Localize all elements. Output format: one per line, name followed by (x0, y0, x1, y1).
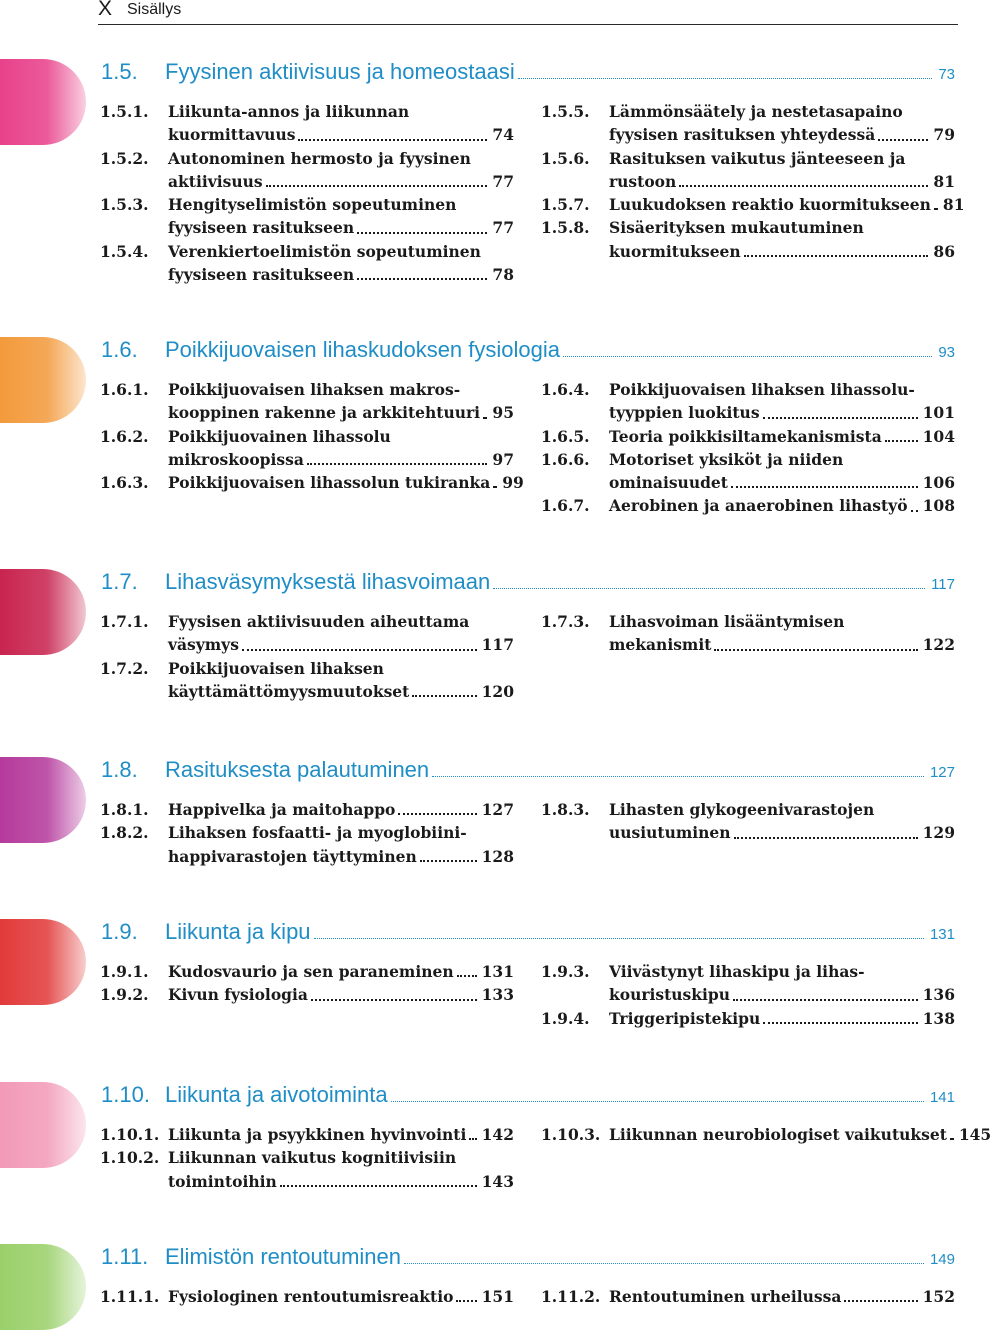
entry-last-line (609, 170, 955, 193)
entry-title-line: Hengityselimistön sopeutuminen (168, 195, 457, 215)
entry-title-line: Poikkijuovaisen lihassolun tukiranka (168, 473, 491, 493)
entry-title-line: fyysiseen rasitukseen (168, 218, 355, 238)
dot-leader (469, 1123, 476, 1140)
entry-title-line: fyysisen rasituksen yhteydessä (609, 125, 876, 145)
entry-last-line (168, 960, 514, 983)
entry-page-number: 129 (922, 823, 955, 843)
entry-body (168, 821, 514, 868)
entry-number: 1.7.1. (100, 612, 149, 631)
section-title: Liikunta ja kipu (165, 919, 311, 944)
entry-page-number: 131 (481, 962, 514, 981)
dot-leader (307, 448, 488, 465)
entry-last-line (168, 263, 514, 286)
toc-entry[interactable] (541, 494, 955, 517)
dot-leader (563, 356, 932, 357)
entry-page-number: 86 (933, 241, 955, 261)
toc-entry[interactable] (100, 471, 524, 494)
entry-page-number: 77 (492, 171, 514, 191)
section-heading[interactable] (101, 915, 955, 945)
section-title: Rasituksesta palautuminen (165, 757, 430, 782)
entry-page-number: 128 (481, 846, 514, 866)
entry-number: 1.11.1. (100, 1287, 160, 1306)
entry-number: 1.5.2. (100, 148, 149, 168)
entry-body (168, 1146, 514, 1193)
left-column (100, 610, 514, 703)
entry-body (609, 798, 955, 845)
entry-title-line: Viivästynyt lihaskipu ja lihas- (609, 962, 865, 981)
entry-page-number: 142 (481, 1125, 514, 1144)
color-tab (0, 569, 86, 655)
entry-title-line: Teoria poikkisiltamekanismista (609, 426, 882, 446)
section-page-number: 149 (929, 1251, 955, 1268)
entry-number: 1.5.1. (100, 102, 149, 121)
close-icon[interactable]: X (98, 0, 113, 20)
section-title: Fyysinen aktiivisuus ja homeostaasi (165, 59, 515, 84)
dot-leader (763, 1007, 917, 1024)
entry-number: 1.6.7. (541, 496, 590, 516)
entry-title-line: toimintoihin (168, 1171, 277, 1191)
entry-number: 1.5.8. (541, 218, 590, 238)
dot-leader (242, 633, 477, 650)
entry-body (609, 193, 964, 216)
entry-title-line: Liikunta-annos ja liikunnan (168, 102, 410, 121)
entry-title-line: happivarastojen täyttyminen (168, 846, 417, 866)
entry-title-line: Motoriset yksiköt ja niiden (609, 449, 844, 469)
entry-page-number: 97 (492, 449, 514, 469)
dot-leader (934, 193, 938, 210)
dot-leader (518, 78, 933, 79)
toc-entry[interactable] (100, 821, 514, 868)
entry-title-line: kuormittavuus (168, 125, 296, 145)
dot-leader (432, 776, 924, 777)
entry-title-line: rustoon (609, 171, 677, 191)
entry-body (609, 100, 955, 147)
entry-title-line: aktiivisuus (168, 171, 263, 191)
toc-entry[interactable] (541, 1285, 955, 1308)
toc-entry[interactable] (541, 798, 955, 845)
section-heading[interactable] (101, 1240, 955, 1270)
dot-leader (734, 821, 918, 838)
entry-page-number: 104 (922, 426, 955, 446)
dot-leader (298, 123, 487, 140)
entry-title-line: tyyppien luokitus (609, 403, 760, 423)
entry-body (168, 425, 514, 472)
entry-last-line (168, 471, 524, 494)
entry-body (609, 448, 955, 495)
toc-entry[interactable] (100, 147, 514, 194)
entry-last-line (168, 216, 514, 239)
dot-leader (398, 798, 476, 815)
section-number: 1.11. (101, 1244, 149, 1269)
entry-body (168, 960, 514, 983)
toc-entry[interactable] (100, 1146, 514, 1193)
entry-title-line: Fyysisen aktiivisuuden aiheuttama (168, 612, 470, 631)
entry-title-line: Triggeripistekipu (609, 1008, 761, 1028)
entry-page-number: 106 (922, 473, 955, 493)
entry-page-number: 138 (922, 1008, 955, 1028)
dot-leader (280, 1170, 477, 1187)
toc-entry[interactable] (100, 657, 514, 704)
entry-number: 1.6.5. (541, 426, 590, 446)
section-title: Elimistön rentoutuminen (165, 1244, 402, 1269)
toc-entry[interactable] (541, 425, 955, 448)
entry-last-line (609, 123, 955, 146)
entry-title-line: Sisäerityksen mukautuminen (609, 218, 864, 238)
color-tab (0, 337, 86, 423)
entry-title-line: Liikunnan neurobiologiset vaikutukset (609, 1125, 947, 1144)
entry-last-line (609, 494, 955, 517)
entry-body (168, 378, 514, 425)
entry-title-line: Lämmönsäätely ja nestetasapaino (609, 102, 903, 121)
entry-last-line (168, 680, 514, 703)
entry-title-line: Poikkijuovaisen lihaksen (168, 658, 384, 678)
entry-number: 1.7.3. (541, 612, 590, 631)
entry-body (609, 610, 955, 657)
toc-entry[interactable] (541, 1123, 991, 1146)
entry-last-line (168, 170, 514, 193)
entry-body (168, 1123, 514, 1146)
entry-title-line: Happivelka ja maitohappo (168, 800, 396, 819)
dot-leader (844, 1285, 917, 1302)
right-column (541, 798, 955, 845)
entry-number: 1.5.3. (100, 195, 149, 215)
entry-number: 1.9.1. (100, 962, 149, 981)
dot-leader (266, 170, 488, 187)
entry-body (168, 100, 514, 147)
entry-last-line (609, 983, 955, 1006)
toc-entry[interactable] (100, 960, 514, 983)
toc-entry[interactable] (100, 425, 514, 472)
section-page-number: 141 (929, 1089, 955, 1106)
dot-leader (679, 170, 928, 187)
entry-title-line: käyttämättömyysmuutokset (168, 681, 410, 701)
section-title: Liikunta ja aivotoiminta (165, 1082, 388, 1107)
entry-page-number: 120 (481, 681, 514, 701)
right-column (541, 960, 955, 1030)
toc-entry[interactable] (541, 960, 955, 1007)
entry-title-line: Rentoutuminen urheilussa (609, 1287, 842, 1306)
color-tab (0, 1244, 86, 1330)
toc-entry[interactable] (541, 610, 955, 657)
entry-page-number: 145 (958, 1125, 991, 1144)
entry-body (609, 378, 955, 425)
entry-body (609, 147, 955, 194)
entry-number: 1.6.1. (100, 380, 149, 399)
toc-entry[interactable] (100, 193, 514, 240)
entry-last-line (168, 1285, 514, 1308)
entry-title-line: Liikunnan vaikutus kognitiivisiin (168, 1148, 457, 1168)
entry-number: 1.5.6. (541, 148, 590, 168)
entry-number: 1.5.5. (541, 102, 590, 121)
dot-leader (714, 633, 917, 650)
entry-number: 1.10.3. (541, 1125, 601, 1144)
entry-title-line: kuormitukseen (609, 241, 741, 261)
section-title: Poikkijuovaisen lihaskudoksen fysiologia (165, 337, 561, 362)
left-column (100, 1285, 514, 1308)
right-column (541, 610, 955, 657)
section-heading[interactable] (101, 565, 955, 595)
entry-body (609, 216, 955, 263)
right-column (541, 1285, 955, 1308)
section-page-number: 93 (938, 344, 955, 361)
entry-title-line: Poikkijuovaisen lihaksen lihassolu- (609, 380, 915, 399)
entry-title-line: väsymys (168, 635, 239, 655)
entry-page-number: 108 (922, 496, 955, 516)
toc-entry[interactable] (100, 1285, 514, 1308)
entry-title-line: Fysiologinen rentoutumisreaktio (168, 1287, 454, 1306)
dot-leader (483, 401, 487, 418)
left-column (100, 960, 514, 1007)
entry-number: 1.6.3. (100, 473, 149, 493)
entry-title-line: Luukudoksen reaktio kuormitukseen (609, 195, 931, 215)
entry-page-number: 101 (922, 403, 955, 423)
entry-number: 1.10.2. (100, 1148, 160, 1168)
entry-body (609, 425, 955, 448)
dot-leader (456, 1285, 476, 1302)
dot-leader (314, 938, 924, 939)
entry-last-line (168, 448, 514, 471)
entry-title-line: Rasituksen vaikutus jänteeseen ja (609, 148, 906, 168)
entry-last-line (168, 1123, 514, 1146)
entry-page-number: 133 (481, 985, 514, 1005)
entry-body (168, 983, 514, 1006)
entry-title-line: kouristuskipu (609, 985, 731, 1005)
dot-leader (878, 123, 928, 140)
dot-leader (457, 960, 477, 977)
entry-title-line: Poikkijuovainen lihassolu (168, 426, 391, 446)
section-page-number: 131 (929, 926, 955, 943)
section-title: Lihasväsymyksestä lihasvoimaan (165, 569, 491, 594)
entry-number: 1.6.2. (100, 426, 149, 446)
toc-entry[interactable] (541, 448, 955, 495)
entry-page-number: 81 (942, 195, 965, 215)
entry-title-line: Lihasvoiman lisääntymisen (609, 612, 845, 631)
entry-last-line (609, 633, 955, 656)
entry-title-line: Kudosvaurio ja sen paraneminen (168, 962, 454, 981)
dot-leader (311, 983, 477, 1000)
entry-page-number: 143 (481, 1171, 514, 1191)
entry-title-line: Kivun fysiologia (168, 985, 308, 1005)
entry-page-number: 78 (492, 265, 514, 285)
entry-number: 1.9.3. (541, 962, 590, 981)
entry-body (609, 1007, 955, 1030)
right-column (541, 378, 955, 518)
toc-entry[interactable] (100, 378, 514, 425)
entry-number: 1.8.3. (541, 800, 590, 819)
color-tab (0, 757, 86, 843)
entry-last-line (168, 123, 514, 146)
dot-leader (733, 983, 918, 1000)
entry-last-line (609, 821, 955, 844)
entry-body (168, 1285, 514, 1308)
entry-number: 1.5.4. (100, 241, 149, 261)
section-number: 1.10. (101, 1082, 150, 1107)
entry-title-line: Verenkiertoelimistön sopeutuminen (168, 241, 481, 261)
entry-page-number: 127 (481, 800, 514, 819)
dot-leader (911, 494, 918, 511)
entry-body (168, 147, 514, 194)
entry-title-line: Aerobinen ja anaerobinen lihastyö (609, 496, 908, 516)
entry-last-line (168, 633, 514, 656)
entry-page-number: 77 (492, 218, 514, 238)
entry-last-line (609, 401, 955, 424)
toc-entry[interactable] (100, 983, 514, 1006)
entry-page-number: 79 (933, 125, 955, 145)
entry-last-line (168, 1170, 514, 1193)
entry-page-number: 81 (933, 171, 955, 191)
entry-number: 1.7.2. (100, 658, 149, 678)
entry-number: 1.11.2. (541, 1287, 601, 1306)
entry-title-line: Lihasten glykogeenivarastojen (609, 800, 875, 819)
toc-entry[interactable] (100, 798, 514, 821)
section-heading[interactable] (101, 333, 955, 363)
entry-number: 1.6.4. (541, 380, 590, 399)
entry-last-line (168, 845, 514, 868)
dot-leader (412, 680, 476, 697)
entry-title-line: ominaisuudet (609, 473, 728, 493)
entry-body (168, 798, 514, 821)
section-number: 1.5. (101, 59, 138, 84)
entry-page-number: 117 (481, 635, 514, 655)
entry-body (168, 657, 514, 704)
entry-body (609, 1123, 991, 1146)
entry-body (609, 494, 955, 517)
toc-entry[interactable] (541, 100, 955, 147)
color-tab (0, 919, 86, 1005)
dot-leader (763, 401, 918, 418)
entry-page-number: 74 (492, 125, 514, 145)
right-column (541, 100, 965, 263)
dot-leader (357, 216, 487, 233)
section-heading[interactable] (101, 753, 955, 783)
entry-last-line (609, 425, 955, 448)
dot-leader (950, 1123, 954, 1140)
entry-body (168, 471, 524, 494)
dot-leader (885, 425, 918, 442)
dot-leader (420, 845, 477, 862)
entry-title-line: mikroskoopissa (168, 449, 304, 469)
entry-title-line: fyysiseen rasitukseen (168, 265, 355, 285)
entry-number: 1.6.6. (541, 449, 590, 469)
dot-leader (391, 1101, 924, 1102)
entry-page-number: 152 (922, 1287, 955, 1306)
section-number: 1.7. (101, 569, 138, 594)
toc-entry[interactable] (541, 216, 955, 263)
entry-body (609, 960, 955, 1007)
section-number: 1.9. (101, 919, 138, 944)
toc-entry[interactable] (100, 100, 514, 147)
entry-title-line: Autonominen hermosto ja fyysinen (168, 148, 471, 168)
entry-body (168, 193, 514, 240)
entry-title-line: Lihaksen fosfaatti- ja myoglobiini- (168, 823, 467, 843)
dot-leader (731, 471, 918, 488)
entry-number: 1.9.4. (541, 1008, 590, 1028)
entry-number: 1.9.2. (100, 985, 149, 1005)
entry-last-line (168, 798, 514, 821)
entry-body (168, 610, 514, 657)
entry-number: 1.8.2. (100, 823, 149, 843)
entry-title-line: Poikkijuovaisen lihaksen makros- (168, 380, 461, 399)
toc-entry[interactable] (541, 147, 955, 194)
toc-entry[interactable] (541, 378, 955, 425)
entry-page-number: 122 (922, 635, 955, 655)
section-heading[interactable] (101, 55, 955, 85)
color-tab (0, 59, 86, 145)
entry-last-line (609, 193, 964, 216)
entry-page-number: 95 (492, 403, 514, 423)
section-number: 1.6. (101, 337, 138, 362)
left-column (100, 100, 514, 286)
entry-last-line (609, 240, 955, 263)
section-page-number: 73 (938, 66, 955, 83)
toc-entry[interactable] (100, 240, 514, 287)
entry-last-line (168, 401, 514, 424)
dot-leader (493, 588, 925, 589)
entry-number: 1.10.1. (100, 1125, 160, 1144)
entry-page-number: 99 (502, 473, 524, 493)
toc-entry[interactable] (100, 610, 514, 657)
entry-last-line (609, 1007, 955, 1030)
entry-last-line (609, 1123, 991, 1146)
entry-last-line (609, 1285, 955, 1308)
left-column (100, 1123, 514, 1193)
dot-leader (493, 471, 497, 488)
section-page-number: 117 (931, 576, 955, 593)
toc-entry[interactable] (541, 193, 965, 216)
left-column (100, 798, 514, 868)
entry-number: 1.8.1. (100, 800, 149, 819)
right-column (541, 1123, 991, 1146)
entry-body (168, 240, 514, 287)
header-title: Sisällys (127, 1, 182, 18)
entry-last-line (609, 471, 955, 494)
entry-page-number: 151 (481, 1287, 514, 1306)
dot-leader (357, 263, 487, 280)
entry-last-line (168, 983, 514, 1006)
page-header (98, 0, 958, 25)
section-heading[interactable] (101, 1078, 955, 1108)
entry-title-line: uusiutuminen (609, 823, 731, 843)
entry-body (609, 1285, 955, 1308)
section-page-number: 127 (929, 764, 955, 781)
entry-title-line: Liikunta ja psyykkinen hyvinvointi (168, 1125, 467, 1144)
entry-number: 1.5.7. (541, 195, 590, 215)
section-number: 1.8. (101, 757, 138, 782)
left-column (100, 378, 524, 494)
toc-entry[interactable] (541, 1007, 955, 1030)
color-tab (0, 1082, 86, 1168)
toc-entry[interactable] (100, 1123, 514, 1146)
dot-leader (404, 1263, 924, 1264)
entry-title-line: kooppinen rakenne ja arkkitehtuuri (168, 403, 481, 423)
entry-title-line: mekanismit (609, 635, 712, 655)
entry-page-number: 136 (922, 985, 955, 1005)
dot-leader (744, 240, 929, 257)
